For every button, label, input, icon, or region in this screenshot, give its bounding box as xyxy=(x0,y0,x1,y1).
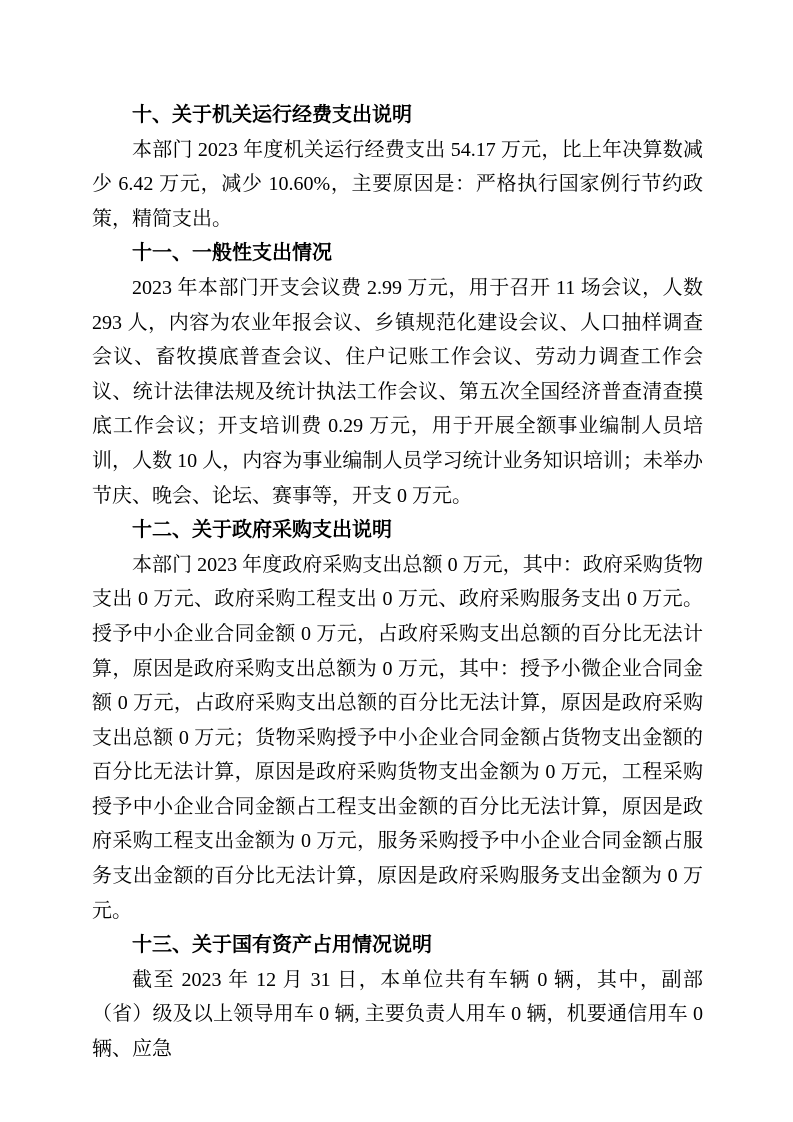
section-heading: 十二、关于政府采购支出说明 xyxy=(132,519,392,542)
section-government-procurement xyxy=(92,513,703,928)
section-state-owned-assets xyxy=(92,928,703,1066)
section-paragraph: 截至 2023 年 12 月 31 日，本单位共有车辆 0 辆，其中，副部（省）级及以上领导用车 0 辆, 主要负责人用车 0 辆，机要通信用车 0 辆、应急 xyxy=(92,968,703,1061)
section-paragraph: 本部门 2023 年度政府采购支出总额 0 万元，其中：政府采购货物支出 0 万元、政府采购工程支出 0 万元、政府采购服务支出 0 万元。授予中小企业合同金额 0 万元，占政府采购支出总额的百分比无法计算，原因是政府采购支出总额为 0 万元，其中：授予小微企业合同金额 0 万元，占政府采购支出总额的百分比无法计算，原因是政府采购支出总额 0 万元；货物采购授予中小企业合同金额占货物支出金额的百分比无法计算，原因是政府采购货物支出金额为 0 万元，工程采购授予中小企业合同金额占工程支出金额的百分比无法计算，原因是政府采购工程支出金额为 0 万元，服务采购授予中小企业合同金额占服务支出金额的百分比无法计算，原因是政府采购服务支出金额为 0 万元。 xyxy=(92,553,703,922)
section-paragraph: 2023 年本部门开支会议费 2.99 万元，用于召开 11 场会议，人数 293 人，内容为农业年报会议、乡镇规范化建设会议、人口抽样调查会议、畜牧摸底普查会议、住户记账工作会议、劳动力调查工作会议、统计法律法规及统计执法工作会议、第五次全国经济普查清查摸底工作会议；开支培训费 0.29 万元，用于开展全额事业编制人员培训，人数 10 人，内容为事业编制人员学习统计业务知识培训；未举办节庆、晚会、论坛、赛事等，开支 0 万元。 xyxy=(92,276,703,507)
section-heading: 十一、一般性支出情况 xyxy=(132,242,332,265)
section-heading: 十、关于机关运行经费支出说明 xyxy=(132,104,412,126)
section-paragraph: 本部门 2023 年度机关运行经费支出 54.17 万元，比上年决算数减少 6.42 万元，减少 10.60%，主要原因是：严格执行国家例行节约政策，精简支出。 xyxy=(92,138,703,230)
section-organ-operating-expense xyxy=(92,98,703,236)
section-general-expenditure xyxy=(92,236,703,513)
section-heading: 十三、关于国有资产占用情况说明 xyxy=(132,934,432,957)
